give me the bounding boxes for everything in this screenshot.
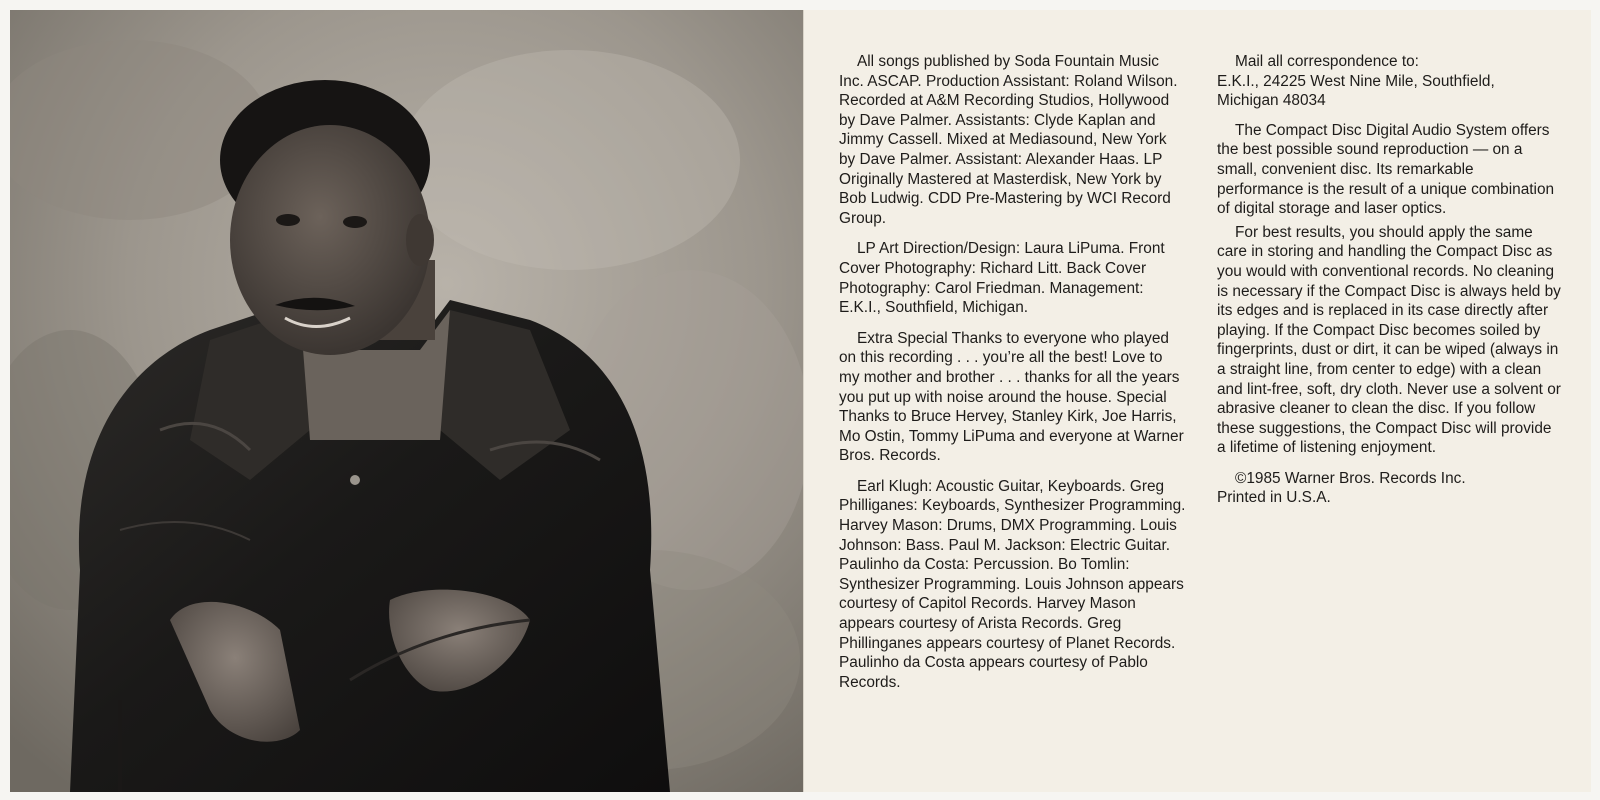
credits-column-left <box>839 52 1187 703</box>
portrait-photo <box>10 10 803 792</box>
mail-heading: Mail all correspondence to: <box>1235 53 1419 70</box>
credits-column-right <box>1217 52 1562 518</box>
liner-notes <box>803 10 1591 792</box>
art-credits: LP Art Direction/Design: Laura LiPuma. Front Cover Photography: Richard Litt. Back Cover Photography: Carol Friedman. Management: E.K.I., Southfield, Michigan. <box>839 240 1165 317</box>
cd-system-notice: The Compact Disc Digital Audio System offers the best possible sound reproduction — on a small, convenient disc. Its remarkable performance is the result of a unique combination of digital storage and laser optics. <box>1217 121 1555 218</box>
portrait-photo-icon <box>10 10 803 792</box>
mail-address-line-1: E.K.I., 24225 West Nine Mile, Southfield, <box>1217 72 1495 90</box>
copyright-line: ©1985 Warner Bros. Records Inc. <box>1235 469 1466 487</box>
copyright-block <box>1217 469 1562 508</box>
printed-line: Printed in U.S.A. <box>1217 489 1331 507</box>
mail-address-block <box>1217 52 1562 111</box>
thanks: Extra Special Thanks to everyone who played on this recording . . . you’re all the best! Love to my mother and brother . . . thanks for all the years you put up with noise around the house. Special Thanks to Bruce Hervey, Stanley Kirk, Joe Harris, Mo Ostin, Tommy LiPuma and everyone at Warner Bros. Records. <box>839 329 1184 465</box>
publishing-credits: All songs published by Soda Fountain Music Inc. ASCAP. Production Assistant: Roland Wilson. Recorded at A&M Recording Studios, Hollywood by Dave Palmer. Assistants: Clyde Kaplan and Jimmy Cassell. Mixed at Mediasound, New York by Dave Palmer. Assistant: Alexander Haas. LP Originally Mastered at Masterdisk, New York by Bob Ludwig. CDD Pre-Mastering by WCI Record Group. <box>839 53 1178 227</box>
musician-credits: Earl Klugh: Acoustic Guitar, Keyboards. Greg Philliganes: Keyboards, Synthesizer Programming. Harvey Mason: Drums, DMX Programming. Louis Johnson: Bass. Paul M. Jackson: Electric Guitar. Paulinho da Costa: Percussion. Bo Tomlin: Synthesizer Programming. Louis Johnson appears courtesy of Capitol Records. Harvey Mason appears courtesy of Arista Records. Greg Phillinganes appears courtesy of Planet Records. Paulinho da Costa appears courtesy of Pablo Records. <box>839 477 1186 691</box>
mail-address-line-2: Michigan 48034 <box>1217 92 1326 110</box>
cd-care-notice: For best results, you should apply the same care in storing and handling the Compact Disc as you would with conventional records. No cleaning is necessary if the Compact Disc is always held by its edges and is replaced in its case directly after playing. If the Compact Disc becomes soiled by fingerprints, dust or dirt, it can be wiped (always in a straight line, from center to edge) with a clean and lint-free, soft, dry cloth. Never use a solvent or abrasive cleaner to clean the disc. If you follow these suggestions, the Compact Disc will provide a lifetime of listening enjoyment. <box>1217 223 1561 457</box>
